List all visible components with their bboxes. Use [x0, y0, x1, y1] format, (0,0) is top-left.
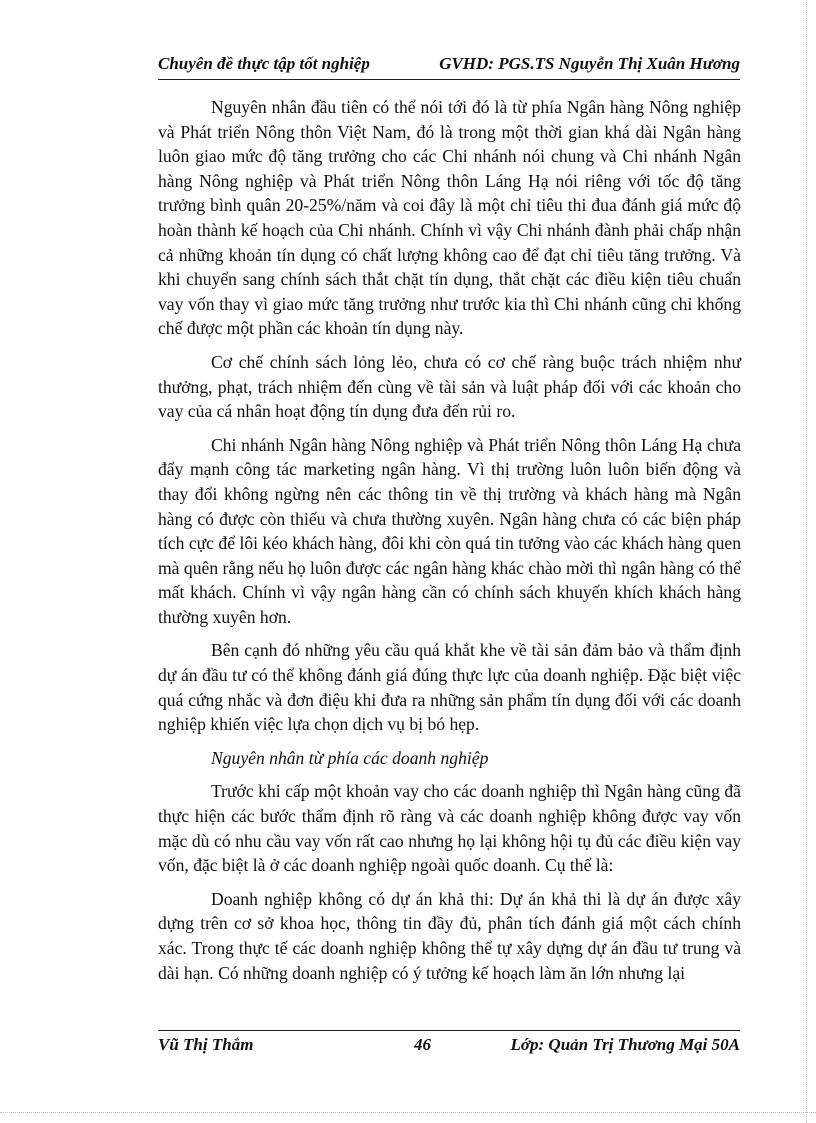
section-subheading: Nguyên nhân từ phía các doanh nghiệp	[211, 747, 489, 768]
paragraph: Chi nhánh Ngân hàng Nông nghiệp và Phát triển Nông thôn Láng Hạ chưa đẩy mạnh công tác marketing ngân hàng. Vì thị trường luôn luôn biến động và thay đổi không ngừng nên các thông tin về thị trường và khách hàng mà Ngân hàng có được còn thiếu và chưa thường xuyên. Ngân hàng chưa có các biện pháp tích cực để lôi kéo khách hàng, đôi khi còn quá tin tưởng vào các khách hàng quen mà quên rằng nếu họ luôn được các ngân hàng khác chào mời thì ngân hàng có thể mất khách. Chính vì vậy ngân hàng cần có chính sách khuyến khích khách hàng thường xuyên hơn.	[158, 434, 741, 627]
paragraph: Doanh nghiệp không có dự án khả thi: Dự án khả thi là dự án được xây dựng trên cơ sở khoa học, thông tin đầy đủ, phân tích đánh giá một cách chính xác. Trong thực tế các doanh nghiệp không thể tự xây dựng dự án đầu tư trung và dài hạn. Có những doanh nghiệp có ý tưởng kế hoạch làm ăn lớn nhưng lại	[158, 888, 741, 983]
header-advisor: GVHD: PGS.TS Nguyễn Thị Xuân Hương	[439, 54, 740, 73]
page-footer	[158, 1030, 740, 1054]
page-header	[158, 54, 740, 80]
footer-author: Vũ Thị Thắm	[158, 1035, 254, 1054]
paragraph: Trước khi cấp một khoản vay cho các doanh nghiệp thì Ngân hàng cũng đã thực hiện các bước thẩm định rõ ràng và các doanh nghiệp không được vay vốn mặc dù có nhu cầu vay vốn rất cao nhưng họ lại không hội tụ đủ các điều kiện vay vốn, đặc biệt là ở các doanh nghiệp ngoài quốc doanh. Cụ thể là:	[158, 781, 741, 876]
page-number: 46	[414, 1035, 431, 1054]
paragraph: Cơ chế chính sách lỏng lẻo, chưa có cơ chế ràng buộc trách nhiệm như thưởng, phạt, trách nhiệm đến cùng về tài sản và luật pháp đối với các khoản cho vay của cá nhân hoạt động tín dụng đưa đến rủi ro.	[158, 351, 741, 422]
page-boundary-bottom	[0, 1112, 816, 1113]
paragraph: Bên cạnh đó những yêu cầu quá khắt khe về tài sản đảm bảo và thẩm định dự án đầu tư có thể không đánh giá đúng thực lực của doanh nghiệp. Đặc biệt việc quá cứng nhắc và đơn điệu khi đưa ra những sản phẩm tín dụng đối với các doanh nghiệp khiến việc lựa chọn dịch vụ bị bó hẹp.	[158, 640, 741, 735]
paragraph: Nguyên nhân đầu tiên có thể nói tới đó là từ phía Ngân hàng Nông nghiệp và Phát triển Nông thôn Việt Nam, đó là trong một thời gian khá dài Ngân hàng luôn giao mức độ tăng trưởng cho các Chi nhánh nói chung và Chi nhánh Ngân hàng Nông nghiệp và Phát triển Nông thôn Láng Hạ nói riêng với tốc độ tăng trưởng bình quân 20-25%/năm và coi đây là một chỉ tiêu thi đua đánh giá mức độ hoàn thành kế hoạch của Chi nhánh. Chính vì vậy Chi nhánh đành phải chấp nhận cả những khoản tín dụng có chất lượng không cao để đạt chỉ tiêu tăng trưởng. Và khi chuyển sang chính sách thắt chặt tín dụng, thắt chặt các điều kiện tiêu chuẩn vay vốn thay vì giao mức tăng trưởng như trước kia thì Chi nhánh cũng chỉ khống chế được một phần các khoản tín dụng này.	[158, 97, 741, 339]
footer-class: Lớp: Quản Trị Thương Mại 50A	[510, 1035, 740, 1054]
page-boundary-right	[806, 0, 807, 1123]
body-text	[158, 95, 741, 994]
header-thesis-title: Chuyên đề thực tập tốt nghiệp	[158, 54, 370, 73]
